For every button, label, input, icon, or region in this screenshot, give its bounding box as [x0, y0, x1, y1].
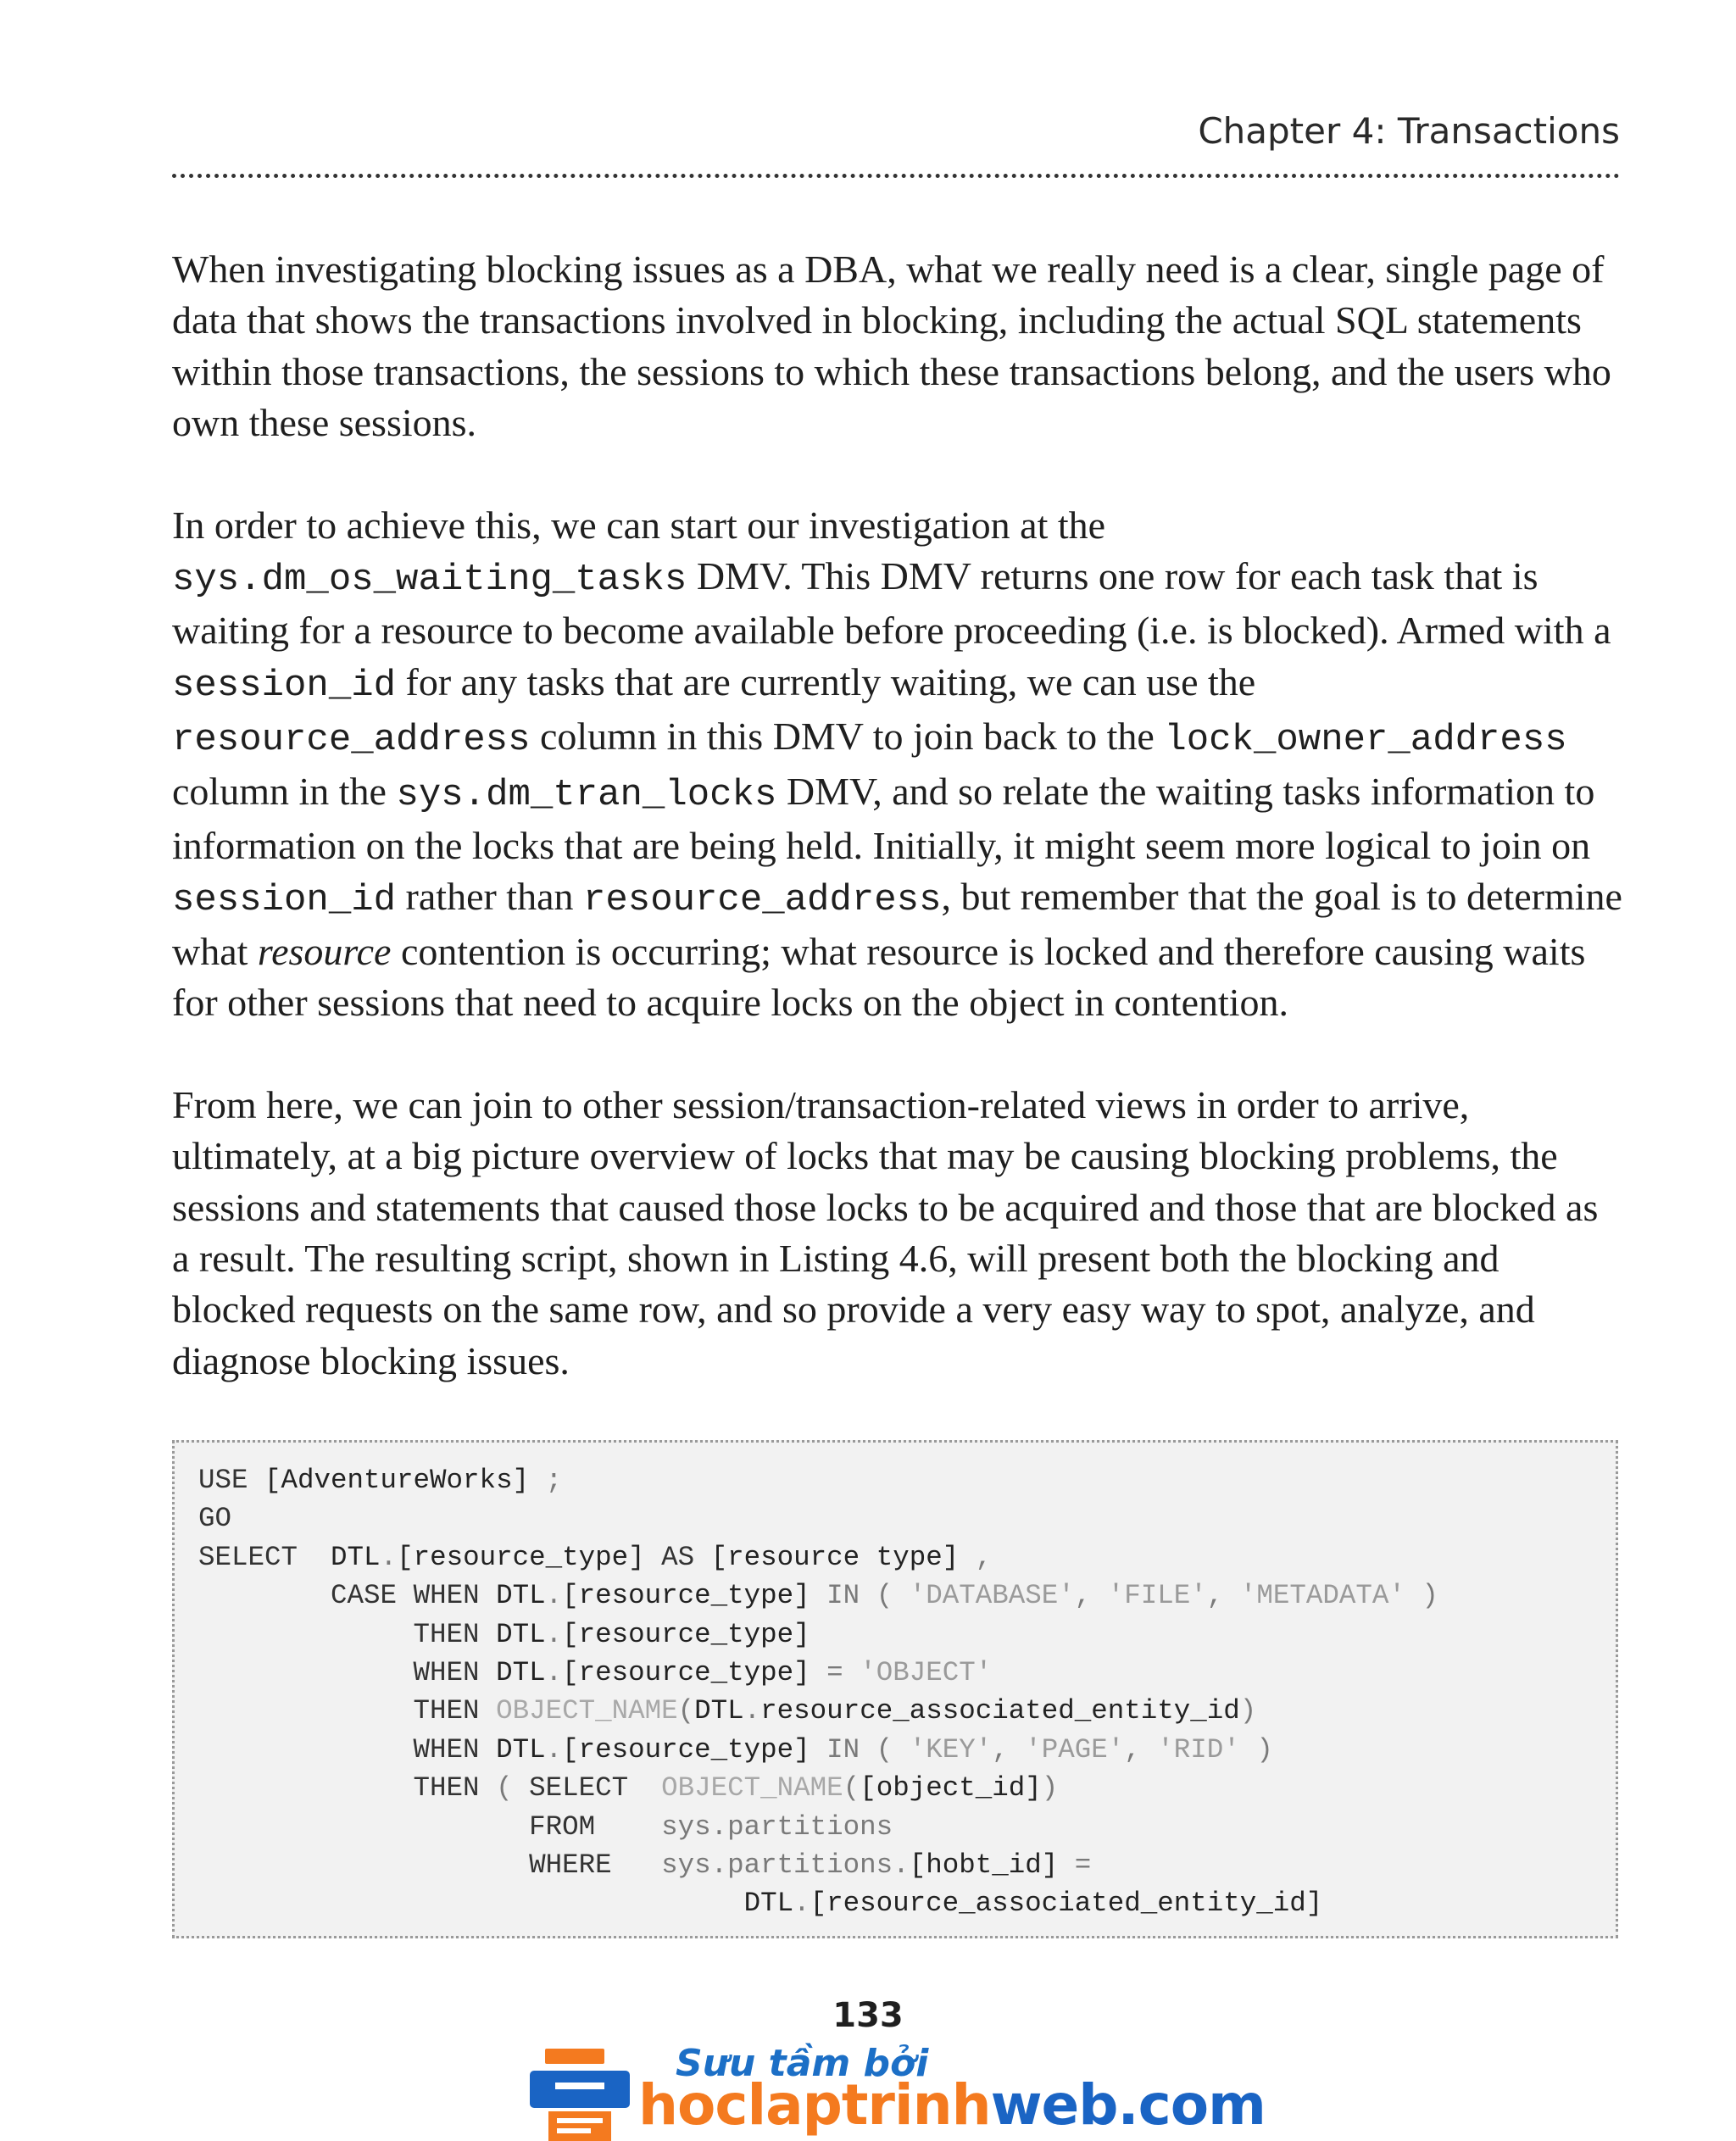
header-divider — [172, 174, 1620, 178]
code-operator: = — [1074, 1849, 1092, 1882]
code-operator: = — [826, 1657, 843, 1689]
code-operator: ( — [860, 1733, 910, 1766]
code-keyword: WHEN — [413, 1733, 480, 1766]
running-header — [172, 110, 1620, 152]
code-token: DTL — [743, 1888, 794, 1920]
code-keyword: IN — [826, 1580, 860, 1612]
code-line — [198, 1734, 1273, 1766]
code-indent — [198, 1657, 414, 1688]
code-token: DTL — [479, 1580, 546, 1612]
code-keyword: CASE — [331, 1580, 398, 1612]
code-listing — [172, 1440, 1618, 1938]
code-block — [198, 1461, 1438, 1923]
code-function: OBJECT_NAME — [661, 1772, 843, 1805]
code-indent — [198, 1695, 414, 1727]
code-indent — [198, 1619, 414, 1650]
code-string: 'FILE' — [1107, 1580, 1207, 1612]
paragraph-1: When investigating blocking issues as a DBA, what we really need is a clear, single page of data that shows the transactions involved in blocking, including the actual SQL statements within those transactions, the sessions to which these transactions belong, and the users who own these sessions. — [172, 247, 1611, 445]
code-keyword: THEN — [413, 1695, 480, 1727]
code-operator: . — [893, 1849, 910, 1882]
code-line — [198, 1503, 231, 1534]
code-token: DTL — [479, 1618, 546, 1650]
code-line — [198, 1849, 1091, 1881]
text-run: , but remember that the goal is to determine what — [172, 875, 1622, 973]
code-indent — [198, 1849, 529, 1881]
code-operator: . — [545, 1733, 563, 1766]
code-operator: ) — [1239, 1695, 1257, 1727]
code-operator: ( — [860, 1580, 910, 1612]
code-operator: ( — [677, 1695, 695, 1727]
code-operator: ) — [1041, 1772, 1059, 1805]
inline-code: resource_address — [172, 719, 531, 762]
text-run: DMV. This DMV returns one row for each task that is waiting for a resource to become available before proceeding (i.e. is blocked). Armed with a — [172, 554, 1611, 653]
code-token: resource_associated_entity_id — [760, 1695, 1240, 1727]
code-token: partitions — [727, 1810, 893, 1843]
emphasis: resource — [257, 929, 392, 973]
code-token: DTL — [694, 1695, 744, 1727]
page-number: 133 — [832, 1996, 904, 2035]
code-string: 'KEY' — [909, 1733, 993, 1766]
code-line — [198, 1888, 1322, 1919]
body-text — [172, 244, 1623, 1438]
text-run: for any tasks that are currently waiting, we can use the — [396, 659, 1256, 703]
code-keyword: WHEN — [413, 1580, 480, 1612]
watermark-site-part2: web.com — [990, 2072, 1266, 2138]
code-token: [resource_associated_entity_id] — [810, 1888, 1323, 1920]
inline-code: sys.dm_os_waiting_tasks — [172, 559, 687, 602]
code-operator: ) — [1405, 1580, 1438, 1612]
code-token: sys — [611, 1849, 711, 1882]
code-token: [resource type] — [694, 1541, 976, 1573]
watermark-site-part1: hoclaptrinh — [638, 2072, 991, 2138]
code-token: partitions — [727, 1849, 893, 1882]
code-line — [198, 1580, 1438, 1611]
code-indent — [198, 1772, 414, 1804]
code-operator: , — [1074, 1580, 1108, 1612]
code-indent — [198, 1734, 414, 1766]
code-token: [resource_type] — [397, 1541, 662, 1573]
code-string: 'METADATA' — [1239, 1580, 1405, 1612]
code-token: [resource_type] — [562, 1618, 810, 1650]
code-operator: . — [545, 1580, 563, 1612]
code-line — [198, 1772, 1058, 1804]
chapter-title: Chapter 4: Transactions — [1198, 110, 1620, 152]
code-indent — [198, 1811, 529, 1843]
code-operator: ) — [1239, 1733, 1273, 1766]
code-line — [198, 1657, 992, 1688]
inline-code: session_id — [172, 879, 397, 922]
code-operator: ; — [545, 1465, 563, 1496]
code-operator: , — [1124, 1733, 1158, 1766]
watermark-site — [638, 2072, 1266, 2138]
code-token: DTL — [479, 1657, 546, 1689]
code-operator: . — [710, 1810, 728, 1843]
inline-code: sys.dm_tran_locks — [396, 773, 777, 816]
code-keyword: SELECT — [529, 1772, 629, 1805]
code-token: [object_id] — [860, 1772, 1042, 1805]
code-operator: . — [710, 1849, 728, 1882]
watermark-logo — [530, 2038, 1266, 2141]
code-token: [resource_type] — [562, 1657, 827, 1689]
code-token: [AdventureWorks] — [248, 1465, 546, 1496]
code-keyword: GO — [198, 1503, 232, 1535]
code-operator: ( — [843, 1772, 860, 1805]
text-run: rather than — [396, 875, 583, 919]
code-token: [hobt_id] — [909, 1849, 1075, 1882]
code-function: OBJECT_NAME — [496, 1695, 678, 1727]
code-keyword: FROM — [529, 1810, 596, 1843]
code-keyword: WHEN — [413, 1657, 480, 1689]
text-run: DMV, and so relate the waiting tasks information to information on the locks that are being held. Initially, it might seem more logical to join on — [172, 769, 1595, 868]
code-keyword: WHERE — [529, 1849, 612, 1882]
code-line — [198, 1695, 1256, 1727]
text-run: In order to achieve this, we can start our investigation at the — [172, 503, 1106, 547]
inline-code: resource_address — [583, 879, 942, 922]
code-keyword: USE — [198, 1465, 248, 1496]
code-token — [397, 1580, 414, 1611]
inline-code: session_id — [172, 664, 397, 707]
inline-code: lock_owner_address — [1164, 719, 1567, 762]
code-token — [480, 1695, 497, 1727]
code-line — [198, 1542, 992, 1573]
code-operator: ( — [479, 1772, 530, 1805]
code-operator: . — [545, 1657, 563, 1689]
code-operator: . — [545, 1618, 563, 1650]
code-operator: . — [793, 1888, 810, 1920]
text-run: column in this DMV to join back to the — [530, 715, 1165, 759]
printer-icon — [530, 2049, 630, 2141]
code-line — [198, 1465, 562, 1496]
code-line — [198, 1811, 893, 1843]
paragraph-3: From here, we can join to other session/transaction-related views in order to arrive, ultimately, at a big picture overview of locks that may be causing blocking problems, the sessions and statements that caused those locks to be acquired and those that are blocked as a result. The resulting script, shown in Listing 4.6, will present both the blocking and blocked requests on the same row, and so provide a very easy way to spot, analyze, and diagnose blocking issues. — [172, 1082, 1599, 1382]
code-operator: , — [1206, 1580, 1240, 1612]
code-keyword: AS — [661, 1541, 695, 1573]
code-token: sys — [595, 1810, 711, 1843]
watermark-tagline: Sưu tầm bởi — [676, 2042, 929, 2085]
code-indent — [198, 1888, 744, 1919]
code-token — [843, 1657, 860, 1688]
code-token: DTL — [298, 1541, 381, 1573]
code-string: 'OBJECT' — [860, 1657, 993, 1689]
code-operator: . — [743, 1695, 761, 1727]
code-token: [resource_type] — [562, 1733, 827, 1766]
code-keyword: THEN — [413, 1618, 480, 1650]
code-token: DTL — [479, 1733, 546, 1766]
code-keyword: THEN — [413, 1772, 480, 1805]
code-operator: . — [380, 1541, 398, 1573]
code-operator: , — [992, 1733, 1026, 1766]
code-operator: , — [975, 1541, 993, 1573]
code-token — [628, 1772, 661, 1804]
code-token: [resource_type] — [562, 1580, 827, 1612]
paragraph-2 — [172, 500, 1623, 1029]
text-run: column in the — [172, 769, 397, 813]
code-string: 'RID' — [1157, 1733, 1240, 1766]
text-run: contention is occurring; what resource is locked and therefore causing waits for other sessions that need to acquire locks on the object in contention. — [172, 929, 1586, 1025]
code-indent — [198, 1580, 331, 1611]
code-keyword: SELECT — [198, 1541, 298, 1573]
code-string: 'PAGE' — [1025, 1733, 1125, 1766]
code-keyword: IN — [826, 1733, 860, 1766]
code-string: 'DATABASE' — [909, 1580, 1075, 1612]
code-line — [198, 1619, 810, 1650]
